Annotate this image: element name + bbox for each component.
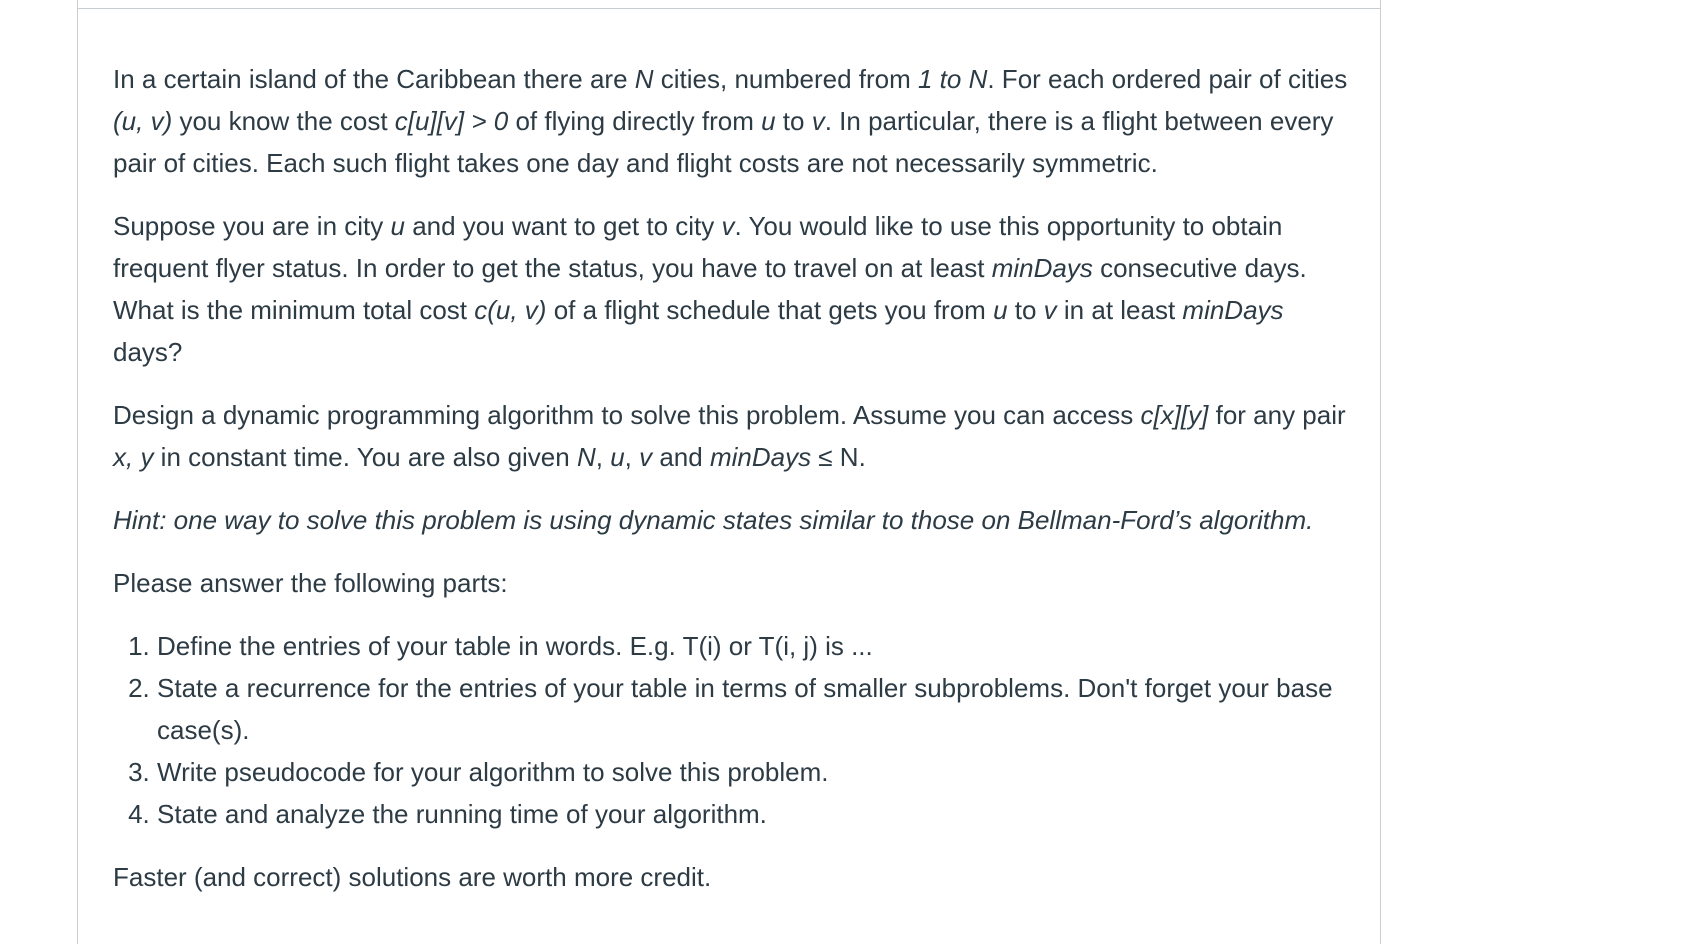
text: of a flight schedule that gets you from: [546, 295, 994, 325]
text: . For each ordered pair of cities: [987, 64, 1348, 94]
text: in constant time. You are also given: [153, 442, 577, 472]
text: in at least: [1056, 295, 1183, 325]
text: Design a dynamic programming algorithm to solve this problem. Assume you can access: [113, 400, 1141, 430]
text: In a certain island of the Caribbean there are: [113, 64, 635, 94]
question-text: [113, 58, 1358, 919]
text: ,: [624, 442, 640, 472]
text: days?: [113, 337, 183, 367]
closing-text: Faster (and correct) solutions are worth more credit.: [113, 862, 712, 892]
text: for any pair: [1208, 400, 1346, 430]
math-mindays: minDays: [709, 442, 812, 472]
math-v: v: [1043, 295, 1057, 325]
math-u: u: [761, 106, 776, 136]
text: ≤ N.: [811, 442, 866, 472]
math-u: u: [610, 442, 625, 472]
math-v: v: [639, 442, 653, 472]
math-cost: c[u][v] > 0: [394, 106, 509, 136]
problem-paragraph-3: [113, 394, 1358, 478]
math-cxy: c[x][y]: [1140, 400, 1209, 430]
text: Suppose you are in city: [113, 211, 391, 241]
math-v: v: [721, 211, 735, 241]
hint-text: Hint: one way to solve this problem is using dynamic states similar to those on Bellman-Ford’s algorithm.: [113, 505, 1314, 535]
card-top-border: [77, 0, 1381, 8]
math-pair: (u, v): [113, 106, 173, 136]
text: to: [1007, 295, 1044, 325]
list-item: 3. Write pseudocode for your algorithm to solve this problem.: [157, 751, 1358, 793]
math-mindays: minDays: [991, 253, 1093, 283]
text: cities, numbered from: [653, 64, 918, 94]
math-u: u: [993, 295, 1008, 325]
text: ,: [595, 442, 611, 472]
math-xy: x, y: [113, 442, 154, 472]
math-u: u: [390, 211, 405, 241]
text: . You would like to use this opportunity to obtain frequent flyer status. In order to get the status, you have to travel on at least: [113, 211, 1283, 283]
text: consecutive days. What is the minimum total cost: [113, 253, 1307, 325]
problem-paragraph-2: [113, 205, 1358, 373]
math-range: 1 to N: [917, 64, 988, 94]
math-v: v: [811, 106, 825, 136]
math-n: N: [576, 442, 596, 472]
problem-paragraph-1: [113, 58, 1358, 184]
parts-intro: Please answer the following parts:: [113, 568, 508, 598]
text: to: [775, 106, 812, 136]
list-item: 2. State a recurrence for the entries of your table in terms of smaller subproblems. Don't forget your base case(s).: [157, 667, 1358, 751]
text: . In particular, there is a flight between every pair of cities. Each such flight takes one day and flight costs are not necessarily symmetric.: [113, 106, 1334, 178]
text: and you want to get to city: [404, 211, 722, 241]
math-mindays: minDays: [1182, 295, 1284, 325]
list-item: 1. Define the entries of your table in words. E.g. T(i) or T(i, j) is ...: [157, 625, 1358, 667]
text: of flying directly from: [508, 106, 762, 136]
text: and: [652, 442, 710, 472]
parts-list: [113, 625, 1358, 835]
text: you know the cost: [172, 106, 395, 136]
list-item: 4. State and analyze the running time of your algorithm.: [157, 793, 1358, 835]
math-cuv: c(u, v): [474, 295, 547, 325]
math-n: N: [634, 64, 654, 94]
